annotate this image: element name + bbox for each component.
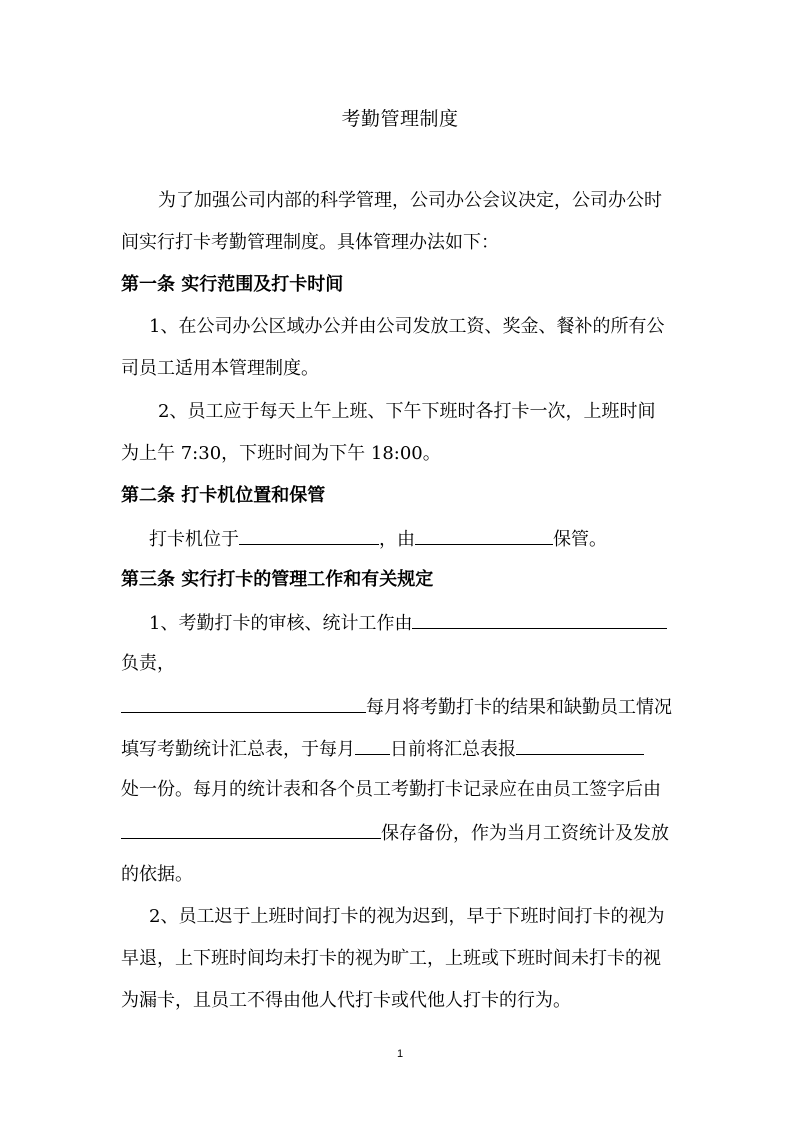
custody-suffix: 保管。: [553, 529, 607, 550]
article-3-item-1-line-4: [121, 734, 691, 764]
article-3-item-1-line-1: [149, 608, 694, 638]
report-recipient-blank: [516, 734, 644, 755]
location-blank: [239, 524, 379, 545]
article-3-item-2-line-2: 早退，上下班时间均未打卡的视为旷工，上班或下班时间未打卡的视: [121, 948, 661, 969]
review-responsibility-text: 1、考勤打卡的审核、统计工作由: [149, 613, 413, 634]
article-3-item-1-line-6: [121, 818, 691, 848]
archive-text: 保存备份，作为当月工资统计及发放: [381, 823, 669, 844]
article-3-item-1-line-7: 的依据。: [121, 864, 193, 885]
monthly-report-text: 每月将考勤打卡的结果和缺勤员工情况: [366, 697, 672, 718]
article-1-item-1-line-2: 司员工适用本管理制度。: [121, 358, 319, 379]
document-title: 考勤管理制度: [341, 108, 459, 130]
monthly-reporter-blank: [121, 692, 366, 713]
summary-form-text: 填写考勤统计汇总表，于每月: [121, 739, 355, 760]
custodian-blank: [415, 524, 553, 545]
report-to-text: 日前将汇总表报: [390, 739, 516, 760]
reviewer-blank: [412, 608, 667, 629]
article-1-heading: 第一条 实行范围及打卡时间: [121, 274, 344, 295]
article-3-item-1-line-5: 处一份。每月的统计表和各个员工考勤打卡记录应在由员工签字后由: [121, 779, 661, 800]
article-3-item-2-line-3: 为漏卡，且员工不得由他人代打卡或代他人打卡的行为。: [121, 990, 571, 1011]
custodian-label: ，由: [379, 529, 415, 550]
article-3-item-2-line-1: 2、员工迟于上班时间打卡的视为迟到，早于下班时间打卡的视为: [149, 906, 665, 927]
day-blank: [355, 734, 390, 755]
intro-line-2: 间实行打卡考勤管理制度。具体管理办法如下：: [121, 232, 499, 253]
article-3-heading: 第三条 实行打卡的管理工作和有关规定: [121, 569, 434, 590]
page-number: 1: [396, 1048, 404, 1060]
article-1-item-2-line-2: 为上午 7:30，下班时间为下午 18:00。: [121, 443, 441, 464]
article-3-item-1-line-3: [121, 692, 691, 722]
article-1-item-2-line-1: 2、员工应于每天上午上班、下午下班时各打卡一次，上班时间: [158, 401, 656, 422]
article-1-item-1-line-1: 1、在公司办公区域办公并由公司发放工资、奖金、餐补的所有公: [149, 316, 665, 337]
punch-machine-location-label: 打卡机位于: [149, 529, 239, 550]
intro-line-1: 为了加强公司内部的科学管理，公司办公会议决定，公司办公时: [158, 190, 662, 211]
article-2-text: [149, 524, 694, 554]
archive-keeper-blank: [121, 818, 381, 839]
article-3-item-1-line-2: 负责，: [121, 653, 175, 674]
article-2-heading: 第二条 打卡机位置和保管: [121, 485, 326, 506]
